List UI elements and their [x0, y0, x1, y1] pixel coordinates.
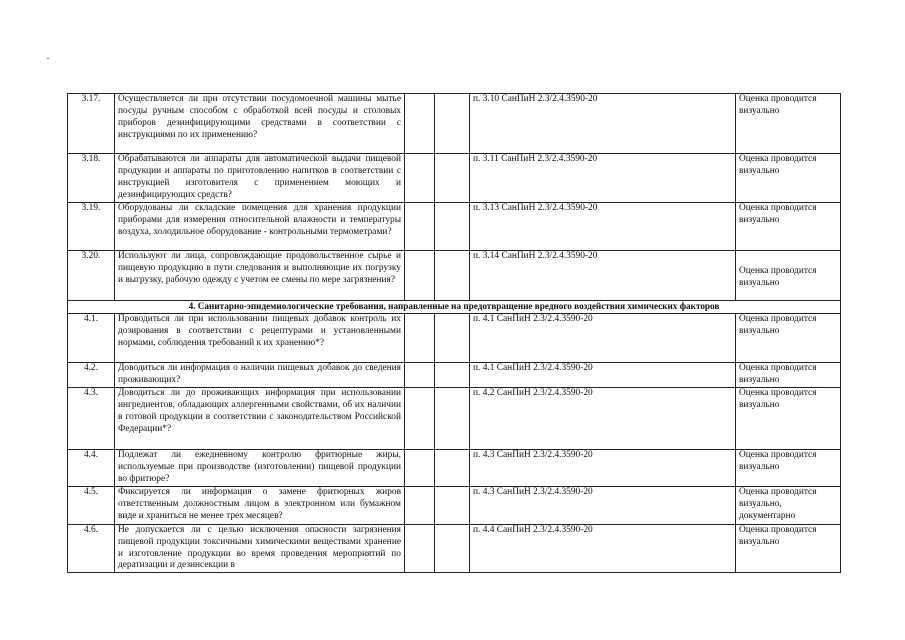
row-number: 4.1. [68, 314, 115, 363]
row-number: 4.6. [68, 524, 115, 573]
answer-cell [435, 314, 470, 363]
regulation-ref: п. 4.2 СанПиН 2.3/2.4.3590-20 [470, 388, 736, 450]
regulation-ref: п. 4.1 СанПиН 2.3/2.4.3590-20 [470, 363, 736, 388]
table-row [68, 94, 841, 154]
row-number: 3.18. [68, 154, 115, 203]
answer-cell [435, 388, 470, 450]
answer-cell [435, 251, 470, 301]
assessment-method: Оценка проводится визуально [736, 203, 841, 251]
regulation-ref: п. 4.3 СанПиН 2.3/2.4.3590-20 [470, 486, 736, 524]
table-row [68, 154, 841, 203]
answer-cell [405, 450, 435, 487]
table-row [68, 388, 841, 450]
answer-cell [405, 363, 435, 388]
assessment-method: Оценка проводится визуально [736, 314, 841, 363]
answer-cell [405, 94, 435, 154]
row-number: 4.3. [68, 388, 115, 450]
question-text: Оборудованы ли складские помещения для хранения продукции приборами для измерения относительной влажности и температуры воздуха, холодильное оборудование - контрольными термометрами? [115, 203, 405, 251]
question-text: Обрабатываются ли аппараты для автоматической выдачи пищевой продукции и аппараты по приготовлению напитков в соответствии с инструкцией изготовителя с применением моющих и дезинфицирующих средств? [115, 154, 405, 203]
answer-cell [405, 154, 435, 203]
row-number: 3.20. [68, 251, 115, 301]
section-title: 4. Санитарно-эпидемиологические требования, направленные на предотвращение вредного воздействия химических факторов [68, 301, 841, 314]
assessment-method-text: Оценка проводится визуально [739, 266, 817, 288]
section-row [68, 301, 841, 314]
question-text: Осуществляется ли при отсутствии посудомоечной машины мытье посуды ручным способом с обработкой всей посуды и столовых приборов дезинфицирующими средствами в соответствии с инструкциями по их применению? [115, 94, 405, 154]
assessment-method: Оценка проводится визуально [736, 363, 841, 388]
row-number: 4.5. [68, 486, 115, 524]
question-text: Подлежат ли ежедневному контролю фритюрные жиры, используемые при производстве (изготовлении) пищевой продукции во фритюре? [115, 450, 405, 487]
table-row [68, 486, 841, 524]
answer-cell [405, 524, 435, 573]
answer-cell [405, 314, 435, 363]
question-text: Доводиться ли информация о наличии пищевых добавок до сведения проживающих? [115, 363, 405, 388]
question-text: Не допускается ли с целью исключения опасности загрязнения пищевой продукции токсичными химическими веществами хранение и изготовление продукции во время проведения мероприятий по дератизации и дезинсекции в [115, 524, 405, 573]
question-text: Используют ли лица, сопровождающие продовольственное сырье и пищевую продукцию в пути следования и выполняющие их погрузку и выгрузку, рабочую одежду с учетом ее смены по мере загрязнения? [115, 251, 405, 301]
regulation-ref: п. 3.10 СанПиН 2.3/2.4.3590-20 [470, 94, 736, 154]
regulation-ref: п. 4.3 СанПиН 2.3/2.4.3590-20 [470, 450, 736, 487]
row-number: 3.19. [68, 203, 115, 251]
table-row [68, 251, 841, 301]
regulation-ref: п. 3.13 СанПиН 2.3/2.4.3590-20 [470, 203, 736, 251]
answer-cell [405, 251, 435, 301]
answer-cell [405, 388, 435, 450]
regulation-ref: п. 3.14 СанПиН 2.3/2.4.3590-20 [470, 251, 736, 301]
answer-cell [435, 203, 470, 251]
regulation-ref: п. 3.11 СанПиН 2.3/2.4.3590-20 [470, 154, 736, 203]
assessment-method: Оценка проводится визуально [736, 524, 841, 573]
answer-cell [435, 363, 470, 388]
table-row [68, 203, 841, 251]
question-text: Проводиться ли при использовании пищевых добавок контроль их дозирования в соответствии с рецептурами и установленными нормами, соблюдения требований к их хранению*? [115, 314, 405, 363]
answer-cell [405, 486, 435, 524]
assessment-method [736, 251, 841, 301]
table-row [68, 314, 841, 363]
answer-cell [405, 203, 435, 251]
assessment-method: Оценка проводится визуально [736, 94, 841, 154]
answer-cell [435, 450, 470, 487]
table-row [68, 450, 841, 487]
answer-cell [435, 94, 470, 154]
regulation-ref: п. 4.4 СанПиН 2.3/2.4.3590-20 [470, 524, 736, 573]
answer-cell [435, 524, 470, 573]
answer-cell [435, 486, 470, 524]
question-text: Фиксируется ли информация о замене фритюрных жиров ответственным должностным лицом в электронном или бумажном виде и храниться не менее трех месяцев? [115, 486, 405, 524]
assessment-method: Оценка проводится визуально, документарно [736, 486, 841, 524]
assessment-method: Оценка проводится визуально [736, 450, 841, 487]
answer-cell [435, 154, 470, 203]
row-number: 3.17. [68, 94, 115, 154]
regulation-ref: п. 4.1 СанПиН 2.3/2.4.3590-20 [470, 314, 736, 363]
assessment-method: Оценка проводится визуально [736, 154, 841, 203]
row-number: 4.4. [68, 450, 115, 487]
scan-speck [47, 58, 49, 59]
table-row [68, 363, 841, 388]
row-number: 4.2. [68, 363, 115, 388]
question-text: Доводиться ли до проживающих информация при использовании ингредиентов, обладающих аллергенными свойствами, об их наличии в готовой продукции в соответствии с законодательством Российской Федерации*? [115, 388, 405, 450]
table-row [68, 524, 841, 573]
checklist-table [67, 93, 841, 573]
assessment-method: Оценка проводится визуально [736, 388, 841, 450]
